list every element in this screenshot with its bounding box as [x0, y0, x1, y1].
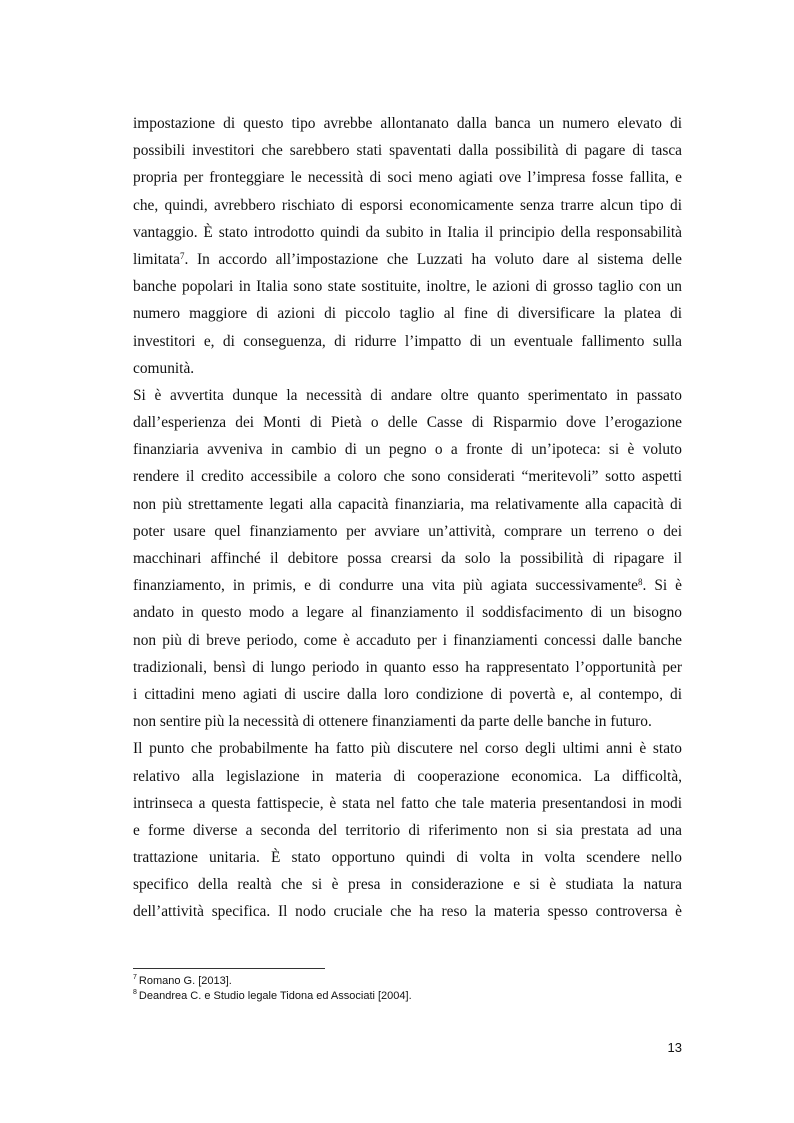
text-line: numero maggiore di azioni di piccolo taglio al fine di diversificare la platea di	[133, 305, 682, 323]
footnote-8	[133, 989, 682, 1004]
text-line	[133, 246, 682, 273]
text-line: non sentire più la necessità di ottenere finanziamenti da parte delle banche in futuro.	[133, 713, 652, 731]
footnote-number: 7	[133, 974, 137, 981]
text-line: non più strettamente legati alla capacità finanziaria, ma relativamente alla capacità di	[133, 495, 682, 513]
text-line: specifico della realtà che si è presa in considerazione e si è studiata la natura	[133, 876, 682, 894]
footnotes	[133, 974, 682, 1004]
text-line: poter usare quel finanziamento per avviare un’attività, comprare un terreno o dei	[133, 522, 682, 540]
text-line-start: finanziamento, in primis, e di condurre una vita più agiata successivamente	[133, 577, 638, 595]
text-line: e forme diverse a seconda del territorio di riferimento non si sia prestata ad una	[133, 821, 682, 839]
page-number: 13	[667, 1040, 682, 1055]
text-line: propria per fronteggiare le necessità di soci meno agiati ove l’impresa fosse fallita, e	[133, 169, 682, 187]
text-line: banche popolari in Italia sono state sostituite, inoltre, le azioni di grosso taglio con un	[133, 278, 682, 296]
footnote-number: 8	[133, 989, 137, 996]
text-line-rest: In accordo all’impostazione che Luzzati ha voluto dare al sistema delle	[196, 250, 682, 268]
footnote-divider	[133, 968, 325, 969]
text-line: dall’esperienza dei Monti di Pietà o delle Casse di Risparmio dove l’erogazione	[133, 414, 682, 432]
text-line: tradizionali, bensì di lungo periodo in quanto esso ha rappresentato l’opportunità per	[133, 658, 682, 676]
text-line: che, quindi, avrebbero rischiato di esporsi economicamente senza trarre alcun tipo di	[133, 196, 682, 214]
text-line: rendere il credito accessibile a coloro che sono considerati “meritevoli” sotto aspetti	[133, 468, 682, 486]
text-line: Il punto che probabilmente ha fatto più discutere nel corso degli ultimi anni è stato	[133, 740, 682, 758]
text-line: finanziaria avveniva in cambio di un pegno o a fronte di un’ipoteca: si è voluto	[133, 441, 682, 459]
text-line: andato in questo modo a legare al finanziamento il soddisfacimento di un bisogno	[133, 604, 682, 622]
limitata-word: limitata	[133, 250, 181, 268]
footnote-7	[133, 974, 682, 989]
text-line: possibili investitori che sarebbero stati spaventati dalla possibilità di pagare di tasca	[133, 142, 682, 160]
footnote-ref-8[interactable]: 8	[637, 577, 643, 588]
footnote-ref-7[interactable]: 7	[180, 250, 185, 261]
text-line: vantaggio. È stato introdotto quindi da subito in Italia il principio della responsabilità	[133, 223, 682, 241]
punctuation: .	[184, 250, 197, 268]
text-line: macchinari affinché il debitore possa crearsi da solo la possibilità di ripagare il	[133, 550, 682, 567]
text-line: non più di breve periodo, come è accaduto per i finanziamenti concessi dalle banche	[133, 631, 682, 649]
text-line: relativo alla legislazione in materia di cooperazione economica. La difficoltà,	[133, 767, 682, 785]
text-line-end: . Si è	[642, 577, 682, 595]
text-line: comunità.	[133, 359, 195, 377]
footnote-text: Romano G. [2013].	[138, 975, 232, 987]
text-line: i cittadini meno agiati di uscire dalla loro condizione di povertà e, al contempo, di	[133, 685, 682, 703]
text-line: intrinseca a questa fattispecie, è stata nel fatto che tale materia presentandosi in modi	[133, 794, 682, 812]
body-text	[133, 110, 682, 926]
text-line: Si è avvertita dunque la necessità di andare oltre quanto sperimentato in passato	[133, 386, 682, 404]
text-line: trattazione unitaria. È stato opportuno quindi di volta in volta scendere nello	[133, 849, 682, 867]
text-line: investitori e, di conseguenza, di ridurre l’impatto di un eventuale fallimento sulla	[133, 332, 682, 350]
footnote-text: Deandrea C. e Studio legale Tidona ed Associati [2004].	[138, 990, 412, 1002]
text-line	[133, 572, 682, 599]
text-line: dell’attività specifica. Il nodo cruciale che ha reso la materia spesso controversa è	[133, 903, 682, 921]
text-line: impostazione di questo tipo avrebbe allontanato dalla banca un numero elevato di	[133, 115, 682, 132]
